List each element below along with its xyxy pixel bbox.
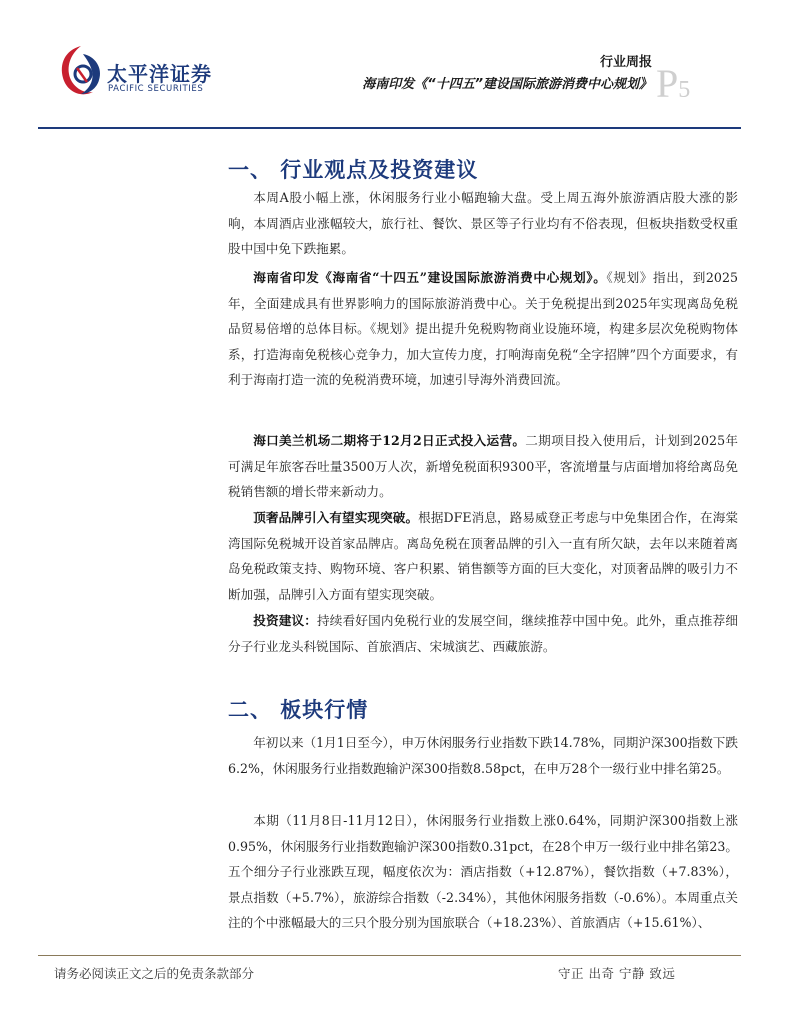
page-number	[656, 60, 690, 107]
logo-emblem-icon	[55, 42, 107, 100]
paragraph-lead: 投资建议：	[253, 613, 318, 628]
paragraph-ytd-performance: 年初以来（1月1日至今），申万休闲服务行业指数下跌14.78%，同期沪深300指数下跌6.2%，休闲服务行业指数跑输沪深300指数8.58pct，在申万28个一级行业中排名第25。	[228, 735, 738, 776]
paragraph-meilan-airport	[228, 428, 738, 505]
paragraph-lead: 海口美兰机场二期将于12月2日正式投入运营。	[253, 433, 526, 448]
footer-motto: 守正 出奇 宁静 致远	[558, 966, 676, 981]
paragraph-market-summary: 本周A股小幅上涨，休闲服务行业小幅跑输大盘。受上周五海外旅游酒店股大涨的影响，本周酒店业涨幅较大，旅行社、餐饮、景区等子行业均有不俗表现，但板块指数受权重股中国中免下跌拖累。	[228, 190, 738, 256]
report-type-label: 行业周报	[599, 55, 652, 70]
report-title: 海南印发《“十四五”建设国际旅游消费中心规划》	[362, 77, 652, 92]
section-heading-2: 二、 板块行情	[228, 698, 369, 722]
paragraph-body: 持续看好国内免税行业的发展空间，继续推荐中国中免。此外，重点推荐细分子行业龙头科锐国际、首旅酒店、宋城演艺、西藏旅游。	[228, 613, 739, 654]
logo-text-cn: 太平洋证券	[107, 62, 212, 86]
page-prefix: P	[656, 61, 679, 106]
footer-divider	[38, 955, 741, 956]
paragraph-lead: 顶奢品牌引入有望实现突破。	[253, 510, 419, 525]
paragraph-investment-advice	[228, 608, 738, 659]
section-heading-1: 一、 行业观点及投资建议	[228, 158, 479, 182]
paragraph-body: 《规划》指出，到2025年，全面建成具有世界影响力的国际旅游消费中心。关于免税提出到2025年实现离岛免税品贸易倍增的总体目标。《规划》提出提升免税购物商业设施环境，构建多层次免税购物体系，打造海南免税核心竞争力，加大宣传力度，打响海南免税“全字招牌”四个方面要求，有利于海南打造一流的免税消费环境，加速引导海外消费回流。	[228, 270, 738, 387]
company-logo	[55, 42, 255, 102]
footer-disclaimer: 请务必阅读正文之后的免责条款部分	[54, 966, 255, 981]
paragraph-weekly-performance: 本期（11月8日-11月12日），休闲服务行业指数上涨0.64%，同期沪深300指数上涨0.95%，休闲服务行业指数跑输沪深300指数0.31pct，在28个申万一级行业中排名第23。五个细分子行业涨跌互现，幅度依次为：酒店指数（+12.87%），餐饮指数（+7.83%），景点指数（+5.7%），旅游综合指数（-2.34%），其他休闲服务指数（-0.6%）。本周重点关注的个中涨幅最大的三只个股分别为国旅联合（+18.23%）、首旅酒店（+15.61%）、	[228, 813, 738, 930]
page-num: 5	[678, 77, 691, 103]
paragraph-body: 二期项目投入使用后，计划到2025年可满足年旅客吞吐量3500万人次，新增免税面积9300平，客流增量与店面增加将给离岛免税销售额的增长带来新动力。	[228, 433, 738, 499]
page-header	[0, 0, 791, 130]
header-divider	[38, 127, 741, 129]
paragraph-lead: 海南省印发《海南省“十四五”建设国际旅游消费中心规划》。	[253, 270, 607, 285]
paragraph-hainan-plan	[228, 265, 738, 393]
logo-text-en: PACIFIC SECURITIES	[108, 84, 204, 94]
paragraph-body: 根据DFE消息，路易威登正考虑与中免集团合作，在海棠湾国际免税城开设首家品牌店。离岛免税在顶奢品牌的引入一直有所欠缺，去年以来随着离岛免税政策支持、购物环境、客户积累、销售额等方面的巨大变化，对顶奢品牌的吸引力不断加强，品牌引入方面有望实现突破。	[228, 510, 739, 602]
paragraph-luxury-brands	[228, 505, 738, 607]
